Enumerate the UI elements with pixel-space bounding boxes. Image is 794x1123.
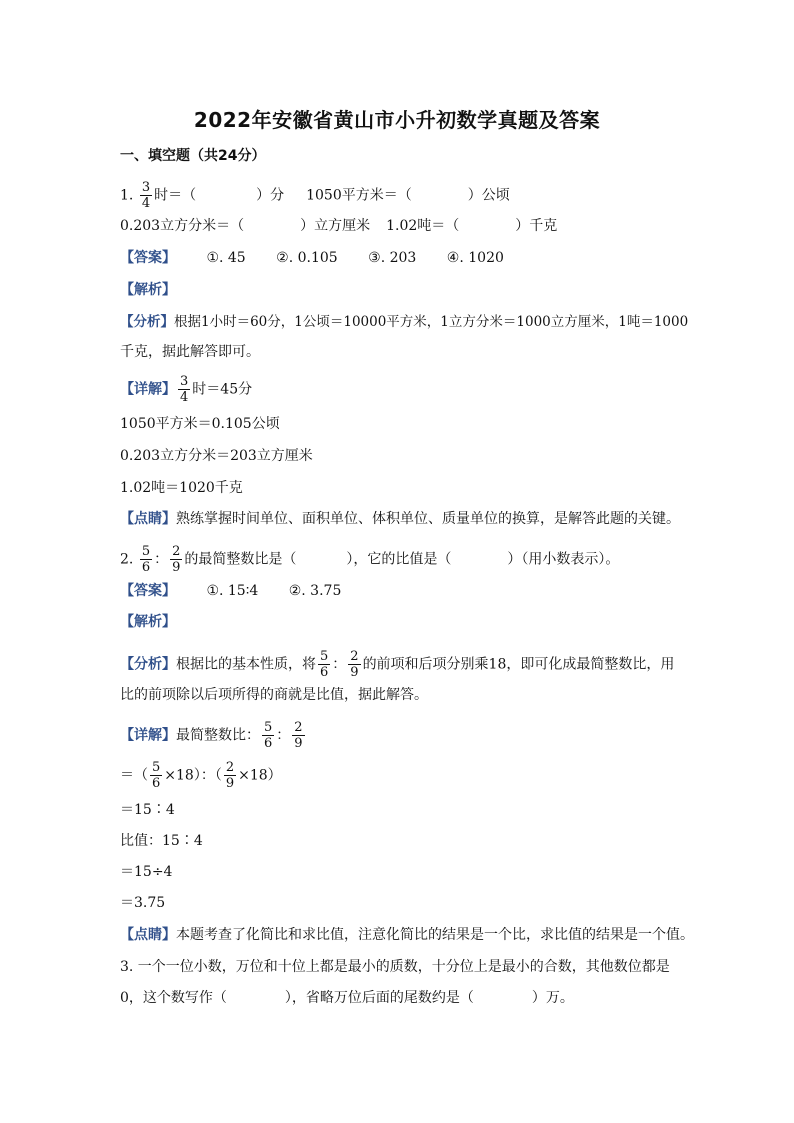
- fraction: [224, 760, 236, 791]
- xiangjie-line-2: 1050平方米＝0.105公顷: [120, 416, 280, 432]
- jiexi-tag: 【解析】: [120, 614, 176, 630]
- question-text: ）万。: [531, 990, 574, 1006]
- fenxi-text: 的前项和后项分别乘18，即可化成最简整数比，用: [362, 656, 675, 673]
- fraction-denominator: 9: [350, 665, 359, 680]
- question-text: 0.203立方分米＝（: [120, 218, 245, 234]
- fraction-numerator: 5: [264, 720, 273, 735]
- xiangjie-line-2: [120, 760, 282, 791]
- fraction-denominator: 6: [264, 736, 273, 751]
- fraction-denominator: 9: [294, 736, 303, 751]
- dianjing-text: 熟练掌握时间单位、面积单位、体积单位、质量单位的换算，是解答此题的关键。: [176, 511, 680, 527]
- fraction: [292, 720, 304, 751]
- fraction-denominator: 9: [172, 560, 181, 575]
- fraction: [140, 544, 152, 575]
- fraction: [150, 760, 162, 791]
- xiangjie-text: ×18）: [238, 767, 282, 784]
- fraction-denominator: 6: [141, 560, 151, 575]
- fraction: [178, 374, 190, 405]
- fraction-denominator: 9: [225, 776, 235, 791]
- fraction: [348, 649, 360, 680]
- xiangjie-line-3: ＝15∶4: [120, 802, 175, 818]
- fraction: [262, 720, 274, 751]
- answer-item: ①. 15∶4: [206, 583, 259, 599]
- fraction-numerator: 2: [225, 760, 235, 775]
- answer-line: [120, 581, 341, 601]
- question-3-line-2: [120, 988, 574, 1008]
- xiangjie-text: 时＝45分: [192, 381, 253, 398]
- fenxi-line-2: 比的前项除以后项所得的商就是比值，据此解答。: [120, 687, 428, 703]
- question-text: 时＝（: [154, 187, 197, 204]
- fenxi-line-1: [120, 649, 674, 680]
- fraction-denominator: 6: [320, 665, 329, 680]
- dianjing-text: 本题考查了化简比和求比值，注意化简比的结果是一个比，求比值的结果是一个值。: [176, 927, 694, 943]
- fenxi-line-1: [120, 312, 688, 332]
- xiangjie-line-5: ＝15÷4: [120, 864, 173, 880]
- fraction-numerator: 2: [350, 649, 359, 664]
- question-text: ）分: [256, 187, 285, 204]
- question-text: 1050平方米＝（: [306, 187, 412, 204]
- ratio-colon: ：: [276, 727, 291, 744]
- xiangjie-line-1: [120, 374, 252, 405]
- question-text: ），它的比值是（: [346, 551, 452, 568]
- fenxi-text: 根据比的基本性质，将: [176, 656, 316, 673]
- answer-item: ②. 3.75: [288, 583, 342, 599]
- fenxi-tag: 【分析】: [120, 656, 176, 673]
- fenxi-tag: 【分析】: [120, 314, 174, 330]
- analysis-tag: [120, 280, 176, 300]
- fraction-denominator: 4: [141, 196, 151, 211]
- xiangjie-tag: 【详解】: [120, 381, 176, 398]
- xiangjie-line-3: 0.203立方分米＝203立方厘米: [120, 448, 313, 464]
- fraction-numerator: 2: [172, 544, 181, 559]
- ratio-colon: ：: [332, 656, 347, 673]
- answer-tag: 【答案】: [120, 583, 176, 599]
- xiangjie-line-1: [120, 720, 307, 751]
- question-2-line-1: [120, 544, 619, 575]
- fenxi-line-2: 千克，据此解答即可。: [120, 344, 260, 360]
- question-number: 2.: [120, 551, 134, 568]
- answer-line: [120, 248, 504, 268]
- answer-item: ③. 203: [368, 250, 417, 266]
- analysis-tag: [120, 612, 176, 632]
- dianjing-line: [120, 925, 694, 945]
- section-heading: 一、填空题（共24分）: [120, 148, 266, 164]
- dianjing-tag: 【点睛】: [120, 927, 176, 943]
- question-text: ）立方厘米: [300, 218, 371, 234]
- question-text: 的最简整数比是（: [184, 551, 297, 568]
- answer-item: ①. 45: [206, 250, 246, 266]
- fraction: [318, 649, 330, 680]
- xiangjie-line-4: 比值：15∶4: [120, 833, 203, 849]
- fraction-numerator: 5: [141, 544, 151, 559]
- answer-tag: 【答案】: [120, 250, 176, 266]
- fraction-numerator: 3: [141, 180, 151, 195]
- page-title: 2022年安徽省黄山市小升初数学真题及答案: [193, 108, 601, 132]
- dianjing-line: [120, 509, 680, 529]
- answer-item: ②. 0.105: [276, 250, 338, 266]
- question-text: 1.02吨＝（: [386, 218, 460, 234]
- ratio-colon: ：: [154, 551, 169, 568]
- jiexi-tag: 【解析】: [120, 282, 176, 298]
- question-text: ）千克: [515, 218, 558, 234]
- fraction-numerator: 5: [152, 760, 161, 775]
- fraction: [170, 544, 182, 575]
- fraction-numerator: 2: [294, 720, 303, 735]
- xiangjie-tag: 【详解】: [120, 727, 176, 744]
- question-1-line-1: [120, 180, 510, 211]
- fraction-denominator: 4: [180, 390, 189, 405]
- fraction-numerator: 3: [180, 374, 189, 389]
- xiangjie-text: ×18）：（: [164, 767, 222, 784]
- question-number: 1.: [120, 187, 134, 204]
- question-text: ）公顷: [467, 187, 510, 204]
- fraction-numerator: 5: [320, 649, 329, 664]
- answer-item: ④. 1020: [446, 250, 504, 266]
- dianjing-tag: 【点睛】: [120, 511, 176, 527]
- question-text: ），省略万位后面的尾数约是（: [284, 990, 474, 1006]
- question-text: ）（用小数表示）。: [507, 551, 620, 568]
- xiangjie-text: ＝（: [120, 767, 148, 784]
- question-3-line-1: 3. 一个一位小数，万位和十位上都是最小的质数，十分位上是最小的合数，其他数位都是: [120, 959, 670, 975]
- xiangjie-line-4: 1.02吨＝1020千克: [120, 480, 243, 496]
- question-1-line-2: [120, 216, 557, 236]
- fraction-denominator: 6: [152, 776, 161, 791]
- question-text: 0，这个数写作（: [120, 990, 227, 1006]
- fenxi-text: 根据1小时＝60分，1公顷＝10000平方米，1立方分米＝1000立方厘米，1吨＝1000: [174, 314, 689, 330]
- fraction: [140, 180, 152, 211]
- xiangjie-text: 最简整数比：: [176, 727, 260, 744]
- xiangjie-line-6: ＝3.75: [120, 895, 166, 911]
